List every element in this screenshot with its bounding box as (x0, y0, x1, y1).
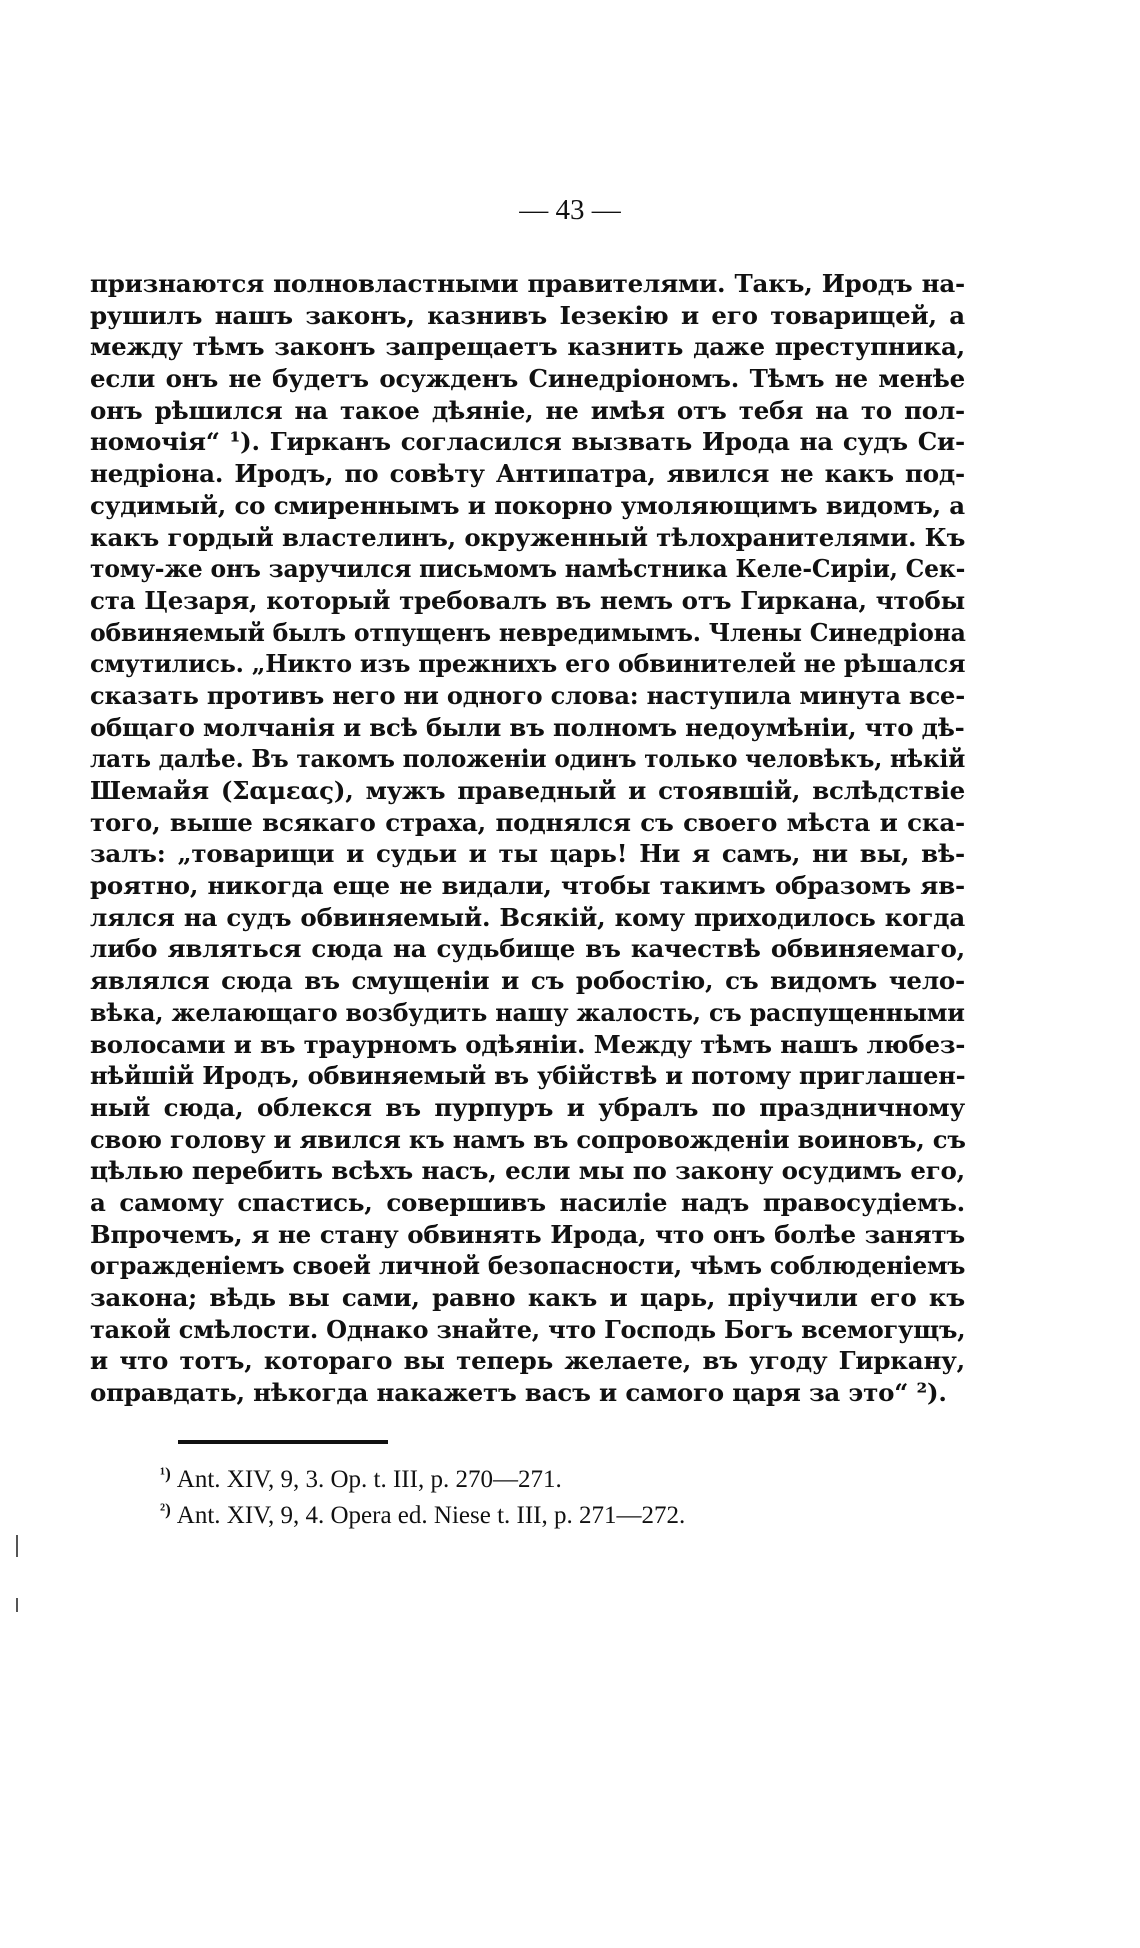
footnotes (160, 1456, 920, 1528)
text-line: между тѣмъ законъ запрещаетъ казнить даже преступника, (90, 332, 965, 362)
text-line: онъ рѣшился на такое дѣянiе, не имѣя отъ тебя на то пол- (90, 395, 965, 425)
footnote-2 (160, 1492, 920, 1528)
footnote-1 (160, 1456, 920, 1492)
body-text (90, 268, 965, 1409)
text-line: являлся сюда въ смущенiи и съ робостiю, съ видомъ чело- (90, 966, 965, 996)
footnote-separator (178, 1440, 388, 1444)
text-line: ный сюда, облекся въ пурпуръ и убралъ по праздничному (90, 1092, 965, 1122)
footnote-mark: ¹) (160, 1464, 171, 1483)
text-line: того, выше всякаго страха, поднялся съ своего мѣста и ска- (90, 807, 965, 837)
margin-mark (16, 1598, 18, 1612)
text-line: номочiя“ ¹). Гирканъ согласился вызвать Ирода на судъ Си- (90, 427, 965, 457)
text-line: обвиняемый былъ отпущенъ невредимымъ. Члены Синедрiона (90, 617, 966, 647)
text-line: недрiона. Иродъ, по совѣту Антипатра, явился не какъ под- (90, 459, 965, 489)
text-line: нѣйшiй Иродъ, обвиняемый въ убiйствѣ и потому приглашен- (90, 1061, 966, 1091)
text-line: лать далѣе. Въ такомъ положенiи одинъ только человѣкъ, нѣкiй (90, 744, 966, 774)
text-line: лялся на судъ обвиняемый. Всякiй, кому приходилось когда (90, 902, 965, 932)
text-line: цѣлью перебить всѣхъ насъ, если мы по закону осудимъ его, (90, 1156, 965, 1186)
text-line: роятно, никогда еще не видали, чтобы такимъ образомъ яв- (90, 871, 965, 901)
page-number: — 43 — (519, 194, 621, 226)
text-line: оправдать, нѣкогда накажетъ васъ и самого царя за это“ ²). (90, 1378, 947, 1408)
text-line: судимый, со смиреннымъ и покорно умоляющимъ видомъ, а (90, 490, 965, 520)
text-line: а самому спастись, совершивъ насилiе надъ правосудiемъ. (90, 1187, 965, 1217)
text-line: сказать противъ него ни одного слова: наступила минута все- (90, 680, 966, 710)
footnote-mark: ²) (160, 1500, 171, 1519)
text-line: либо являться сюда на судьбище въ качествѣ обвиняемаго, (90, 934, 965, 964)
text-line: Шемайя (Σαμεας), мужъ праведный и стоявшiй, вслѣдствiе (90, 776, 965, 805)
margin-mark (16, 1535, 18, 1557)
text-line: свою голову и явился къ намъ въ сопровожденiи воиновъ, съ (90, 1124, 966, 1154)
text-line: Впрочемъ, я не стану обвинять Ирода, что онъ болѣе занятъ (90, 1219, 965, 1249)
text-line: ста Цезаря, который требовалъ въ немъ отъ Гиркана, чтобы (90, 585, 965, 615)
text-line: общаго молчанiя и всѣ были въ полномъ недоумѣнiи, что дѣ- (90, 712, 965, 742)
text-line: закона; вѣдь вы сами, равно какъ и царь, прiучили его къ (90, 1283, 965, 1312)
text-line: и что тотъ, котораго вы теперь желаете, въ угоду Гиркану, (90, 1346, 965, 1376)
text-line: такой смѣлости. Однако знайте, что Господь Богъ всемогущъ, (90, 1314, 966, 1344)
text-line: рушилъ нашъ законъ, казнивъ Iезекiю и его товарищей, а (90, 300, 965, 330)
text-line: признаются полновластными правителями. Такъ, Иродъ на- (90, 269, 965, 298)
footnote-text: Ant. XIV, 9, 4. Opera ed. Niese t. III, p. 271—272. (176, 1502, 686, 1529)
text-line: смутились. „Никто изъ прежнихъ его обвинителей не рѣшался (90, 649, 966, 679)
text-line: какъ гордый властелинъ, окруженный тѣлохранителями. Къ (90, 522, 966, 552)
text-line: волосами и въ траурномъ одѣянiи. Между тѣмъ нашъ любез- (90, 1029, 966, 1059)
footnote-text: Ant. XIV, 9, 3. Op. t. III, p. 270—271. (176, 1466, 562, 1493)
text-line: залъ: „товарищи и судьи и ты царь! Ни я самъ, ни вы, вѣ- (90, 839, 965, 869)
text-line: тому-же онъ заручился письмомъ намѣстника Келе-Сирiи, Сек- (90, 554, 966, 584)
text-line: вѣка, желающаго возбудить нашу жалость, съ распущенными (90, 997, 965, 1027)
text-line: если онъ не будетъ осужденъ Синедрiономъ. Тѣмъ не менѣе (90, 364, 965, 394)
text-line: огражденiемъ своей личной безопасности, чѣмъ соблюденiемъ (90, 1251, 966, 1281)
